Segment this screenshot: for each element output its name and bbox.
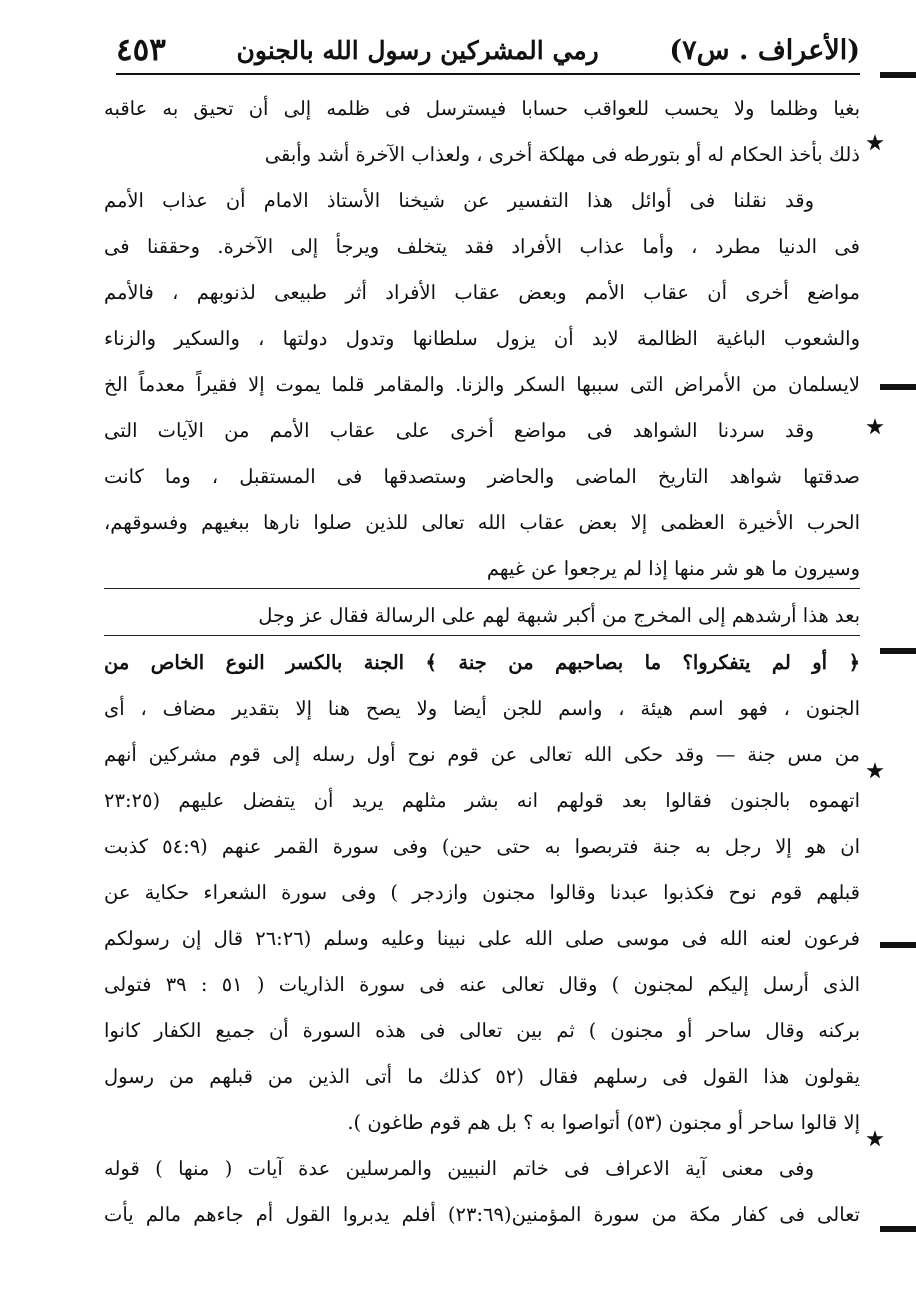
running-title: رمي المشركين رسول الله بالجنون	[236, 35, 599, 65]
text-line: والشعوب الباغية الظالمة لابد أن يزول سلطانها وتدول دولتها ، والسكير والزناء	[104, 327, 860, 350]
quranic-verse-line: ﴿ أو لم يتفكروا؟ ما بصاحبهم من جنة ﴾ الجنة بالكسر النوع الخاص من	[104, 651, 860, 674]
text-line: صدقتها شواهد التاريخ الماضى والحاضر وستصدقها فى المستقبل ، وما كانت	[104, 465, 860, 488]
text-line: وفى معنى آية الاعراف فى خاتم النبيين والمرسلين عدة آيات ( منها ) قوله	[104, 1157, 814, 1180]
page-header	[116, 28, 860, 72]
header-rule	[116, 73, 860, 75]
text-line: وسيرون ما هو شر منها إذا لم يرجعوا عن غيهم	[486, 557, 860, 580]
margin-star-mark	[866, 762, 884, 780]
body-text	[104, 86, 860, 1238]
margin-tick	[880, 72, 916, 78]
page-number: ٤٥٣	[116, 32, 166, 68]
text-line: وقد نقلنا فى أوائل هذا التفسير عن شيخنا الأستاذ الامام أن عذاب الأمم	[104, 189, 814, 212]
text-line: يقولون هذا القول فى رسلهم فقال (٥٢ كذلك ما أتى الذين من قبلهم من رسول	[104, 1065, 860, 1088]
text-line: قبلهم قوم نوح فكذبوا عبدنا وقالوا مجنون وازدجر ) وفى سورة الشعراء حكاية عن	[104, 881, 860, 904]
margin-star-mark	[866, 1130, 884, 1148]
text-line: من مس جنة — وقد حكى الله تعالى عن قوم نوح أول رسله إلى قوم مشركين أنهم	[104, 743, 860, 766]
margin-star-mark	[866, 418, 884, 436]
margin-tick	[880, 384, 916, 390]
text-line: اتهموه بالجنون فقالوا بعد قولهم انه بشر مثلهم يريد أن يتفضل عليهم (٢٣:٢٥	[104, 789, 860, 812]
text-line: إلا قالوا ساحر أو مجنون (٥٣) أتواصوا به ؟ بل هم قوم طاغون ).	[347, 1111, 860, 1134]
text-line: الحرب الأخيرة العظمى إلا بعض عقاب الله تعالى للذين صلوا نارها ببغيهم وفسوقهم،	[104, 511, 860, 534]
margin-tick	[880, 942, 916, 948]
margin-star-mark	[866, 134, 884, 152]
text-line: مواضع أخرى أن عقاب الأمم وبعض عقاب الأفراد أثر طبيعى لذنوبهم ، فالأمم	[104, 281, 860, 304]
margin-tick	[880, 1226, 916, 1232]
text-line: الجنون ، فهو اسم هيئة ، واسم للجن أيضا ولا يصح هنا إلا بتقدير مضاف ، أى	[104, 697, 860, 720]
text-line: فرعون لعنه الله فى موسى صلى الله على نبينا وعليه وسلم (٢٦:٢٦ قال إن رسولكم	[104, 927, 860, 950]
text-line: الذى أرسل إليكم لمجنون ) وقال تعالى عنه فى سورة الذاريات ( ٥١ : ٣٩ فتولى	[104, 973, 860, 996]
margin-tick	[880, 648, 916, 654]
text-line: ذلك بأخذ الحكام له أو بتورطه فى مهلكة أخرى ، ولعذاب الآخرة أشد وأبقى	[264, 143, 860, 166]
text-line: فى الدنيا مطرد ، وأما عذاب الأفراد فقد يتخلف ويرجأ إلى الآخرة. وحققنا فى	[104, 235, 860, 258]
text-line: بركنه وقال ساحر أو مجنون ) ثم بين تعالى فى هذه السورة أن جميع الكفار كانوا	[104, 1019, 860, 1042]
sura-reference: (الأعراف . س٧)	[669, 34, 860, 66]
text-line: لايسلمان من الأمراض التى سببها السكر والزنا. والمقامر قلما يموت إلا فقيراً معدماً الخ	[104, 373, 860, 396]
text-line: بغيا وظلما ولا يحسب للعواقب حسابا فيسترسل فى ظلمه إلى أن تحيق به عاقبه	[104, 97, 860, 120]
text-line: بعد هذا أرشدهم إلى المخرج من أكبر شبهة لهم على الرسالة فقال عز وجل	[258, 604, 860, 627]
text-line: ان هو إلا رجل به جنة فتربصوا به حتى حين) وفى سورة القمر عنهم (٥٤:٩ كذبت	[104, 835, 860, 858]
text-line: تعالى فى كفار مكة من سورة المؤمنين(٢٣:٦٩) أفلم يدبروا القول أم جاءهم مالم يأت	[104, 1203, 860, 1226]
text-line: وقد سردنا الشواهد فى مواضع أخرى على عقاب الأمم من الآيات التى	[104, 419, 814, 442]
